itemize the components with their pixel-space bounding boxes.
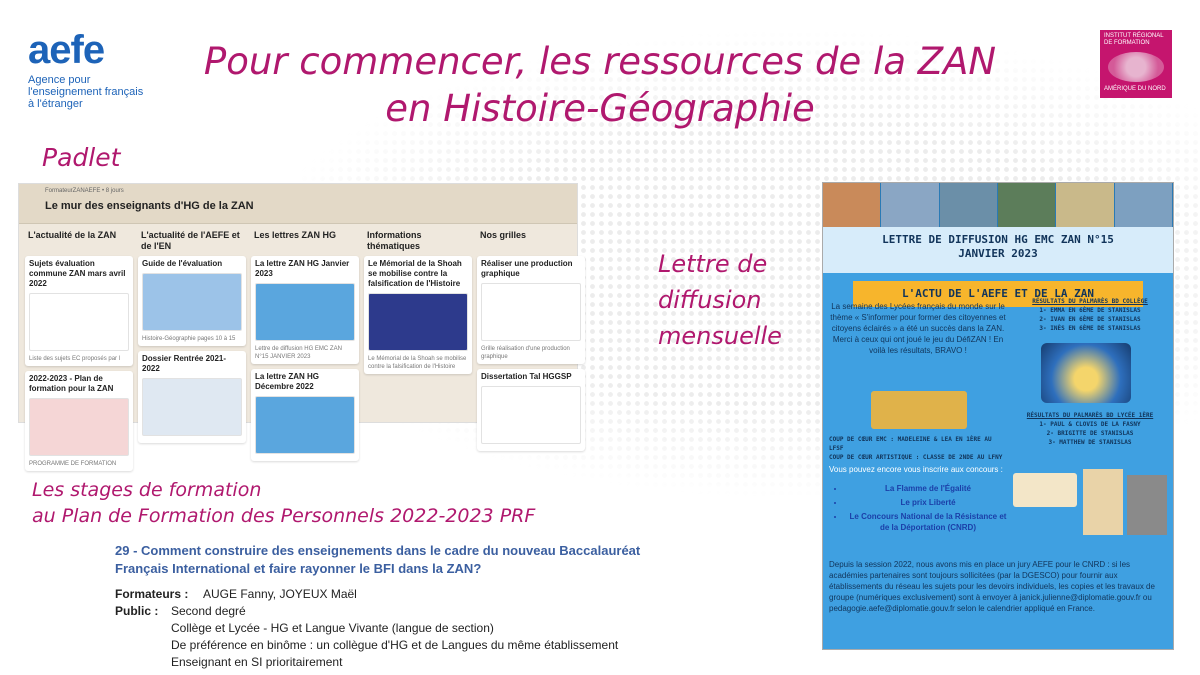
padlet-card-title: Le Mémorial de la Shoah se mobilise contre la falsification de l'Histoire: [368, 259, 462, 288]
public-detail: Collège et Lycée - HG et Langue Vivante (langue de section): [171, 621, 494, 635]
newsletter-intro: La semaine des Lycées français du monde sur le thème « S'informer pour former des citoyennes et citoyens éclairés » a été un succès dans la ZAN. Merci à ceux qui ont joué le jeu du DéfiZAN ! En voilà les résultats, BRAVO !: [830, 302, 1006, 355]
concours-link-cnrd[interactable]: • Le Concours National de la Résistance et de la Déportation (CNRD): [845, 511, 1011, 533]
newsletter-screenshot[interactable]: [822, 182, 1174, 650]
students-photo: [871, 391, 967, 429]
padlet-card-thumbnail: [368, 293, 468, 351]
padlet-card-caption: Liste des sujets EC proposés par l: [29, 356, 121, 362]
padlet-card[interactable]: [251, 369, 359, 461]
stages-label-line-2: au Plan de Formation des Personnels 2022-2023 PRF: [32, 505, 536, 527]
padlet-card-title: Dossier Rentrée 2021-2022: [142, 354, 227, 373]
newsletter-header-line-1: LETTRE DE DIFFUSION HG EMC ZAN N°15: [882, 233, 1114, 246]
padlet-card-thumbnail: [29, 293, 129, 351]
globe-icon: [1108, 52, 1164, 82]
padlet-card-thumbnail: [142, 273, 242, 331]
logo-subtitle: Agence pour l'enseignement français à l'étranger: [28, 74, 144, 110]
padlet-card-thumbnail: [255, 283, 355, 341]
stage-title: 29 - Comment construire des enseignements dans le cadre du nouveau Baccalauréat Français International et faire rayonner le BFI dans la ZAN?: [115, 543, 641, 576]
stages-label-line-1: Les stages de formation: [32, 479, 262, 501]
lettre-label-line-2: diffusion: [658, 286, 762, 314]
padlet-column: [477, 228, 585, 476]
concours-posters: [1013, 469, 1169, 539]
padlet-author: FormateurZANAEFE • 8 jours: [45, 188, 124, 194]
padlet-screenshot[interactable]: [18, 183, 578, 467]
padlet-columns: [19, 224, 577, 480]
coup-de-coeur-item: COUP DE CŒUR ARTISTIQUE : CLASSE DE 2NDE AU LFNY: [829, 454, 1003, 461]
concours-link-flamme[interactable]: • La Flamme de l'Égalité: [845, 483, 1011, 494]
padlet-card-thumbnail: [481, 386, 581, 444]
irf-badge: [1100, 30, 1172, 98]
lettre-label-line-3: mensuelle: [658, 322, 782, 350]
padlet-card-thumbnail: [481, 283, 581, 341]
public-value: Second degré: [171, 604, 246, 618]
padlet-column: [138, 228, 246, 476]
lycee-result-item: 2- BRIGITTE DE STANISLAS: [1046, 430, 1134, 437]
lycee-results: [1009, 411, 1171, 447]
padlet-card-title: 2022-2023 - Plan de formation pour la ZAN: [29, 374, 114, 393]
padlet-card-thumbnail: [29, 398, 129, 456]
padlet-column-heading: L'actualité de l'AEFE et de l'EN: [141, 230, 240, 251]
padlet-column: [364, 228, 472, 476]
padlet-card-caption: Grille réalisation d'une production graphique: [481, 346, 570, 360]
padlet-card-thumbnail: [142, 378, 242, 436]
concours-link-liberte[interactable]: • Le prix Liberté: [845, 497, 1011, 508]
padlet-card[interactable]: [138, 351, 246, 443]
public-row: [115, 603, 675, 620]
padlet-card-caption: Le Mémorial de la Shoah se mobilise contre la falsification de l'Histoire: [368, 356, 467, 370]
public-detail: De préférence en binôme : un collègue d'HG et de Langues du même établissement: [171, 638, 619, 652]
padlet-title: Le mur des enseignants d'HG de la ZAN: [45, 200, 254, 212]
public-label: Public :: [115, 604, 159, 618]
padlet-card-caption: Histoire-Géographie pages 10 à 15: [142, 336, 236, 342]
stages-label: [32, 477, 535, 529]
college-result-item: 1- EMMA EN 6ÈME DE STANISLAS: [1039, 307, 1141, 314]
padlet-column-heading: Nos grilles: [480, 230, 527, 240]
formateurs-value: AUGE Fanny, JOYEUX Maël: [203, 587, 357, 601]
padlet-card-caption: Lettre de diffusion HG EMC ZAN N°15 JANVIER 2023: [255, 346, 342, 360]
college-results-heading: RÉSULTATS DU PALMARÈS BD COLLÈGE: [1032, 298, 1148, 305]
concours-intro: Vous pouvez encore vous inscrire aux concours :: [829, 465, 1003, 474]
page-title: [180, 38, 1020, 132]
newsletter-header-line-2: JANVIER 2023: [958, 247, 1038, 260]
padlet-card-caption: PROGRAMME DE FORMATION: [29, 461, 117, 467]
college-result-item: 2- IVAN EN 6ÈME DE STANISLAS: [1039, 316, 1141, 323]
trophy-image: [1041, 343, 1131, 403]
padlet-column-heading: Les lettres ZAN HG: [254, 230, 337, 240]
irf-badge-line-1: INSTITUT RÉGIONAL DE FORMATION: [1104, 33, 1164, 46]
padlet-card[interactable]: [477, 369, 585, 451]
padlet-label: Padlet: [42, 143, 121, 172]
concours-list: [831, 483, 1011, 536]
lettre-label-line-1: Lettre de: [658, 250, 768, 278]
newsletter-banner: L'ACTU DE L'AEFE ET DE LA ZAN: [853, 281, 1143, 307]
lycee-result-item: 3- MATTHEW DE STANISLAS: [1048, 439, 1132, 446]
padlet-card-title: Réaliser une production graphique: [481, 259, 573, 278]
logo-wordmark: aefe: [28, 28, 105, 72]
aefe-logo: [28, 30, 148, 110]
college-result-item: 3- INÈS EN 6ÈME DE STANISLAS: [1039, 325, 1141, 332]
padlet-column: [251, 228, 359, 476]
padlet-card[interactable]: [138, 256, 246, 346]
title-line-1: Pour commencer, les ressources de la ZAN: [203, 40, 997, 83]
public-detail: Enseignant en SI prioritairement: [171, 655, 343, 669]
padlet-header: [19, 184, 577, 224]
padlet-card-title: La lettre ZAN HG Janvier 2023: [255, 259, 350, 278]
coup-de-coeur-item: COUP DE CŒUR EMC : MADELEINE & LEA EN 1ÈRE AU LFSF: [829, 436, 992, 452]
college-results: [1009, 297, 1171, 333]
newsletter-header: [823, 227, 1173, 273]
padlet-card-title: La lettre ZAN HG Décembre 2022: [255, 372, 320, 391]
title-line-2: en Histoire-Géographie: [385, 87, 815, 130]
padlet-column-heading: Informations thématiques: [367, 230, 422, 251]
irf-badge-line-2: AMÉRIQUE DU NORD: [1104, 86, 1166, 92]
padlet-card-thumbnail: [255, 396, 355, 454]
padlet-card[interactable]: [477, 256, 585, 364]
padlet-card-title: Sujets évaluation commune ZAN mars avril 2022: [29, 259, 126, 288]
lycee-results-heading: RÉSULTATS DU PALMARÈS BD LYCÉE 1ÈRE: [1026, 412, 1154, 419]
formateurs-label: Formateurs :: [115, 587, 189, 601]
coups-de-coeur: [829, 435, 1009, 462]
padlet-card-title: Dissertation Tal HGGSP: [481, 372, 572, 381]
newsletter-photo-strip: [823, 183, 1173, 227]
padlet-card-title: Guide de l'évaluation: [142, 259, 223, 268]
padlet-card[interactable]: [25, 256, 133, 366]
formateurs-row: [115, 586, 675, 603]
padlet-card[interactable]: [251, 256, 359, 364]
lettre-label: [658, 246, 782, 354]
padlet-column: [25, 228, 133, 476]
padlet-card[interactable]: [25, 371, 133, 471]
stage-description: [115, 542, 675, 671]
padlet-card[interactable]: [364, 256, 472, 374]
padlet-column-heading: L'actualité de la ZAN: [28, 230, 117, 240]
newsletter-cnrd-text: Depuis la session 2022, nous avons mis en place un jury AEFE pour le CNRD : si les académies partenaires sont toujours sollicitées (par la DGESCO) pour fournir aux établissements du réseau les sujets pour les devoirs individuels, les copies et les travaux de groupe (numériques exclusivement) sont à envoyer à janick.julienne@diplomatie.gouv.fr ou pedagogie.aefe@diplomatie.gouv.fr selon le calendrier appliqué en France.: [829, 560, 1155, 613]
lycee-result-item: 1- PAUL & CLOVIS DE LA FASNY: [1039, 421, 1141, 428]
